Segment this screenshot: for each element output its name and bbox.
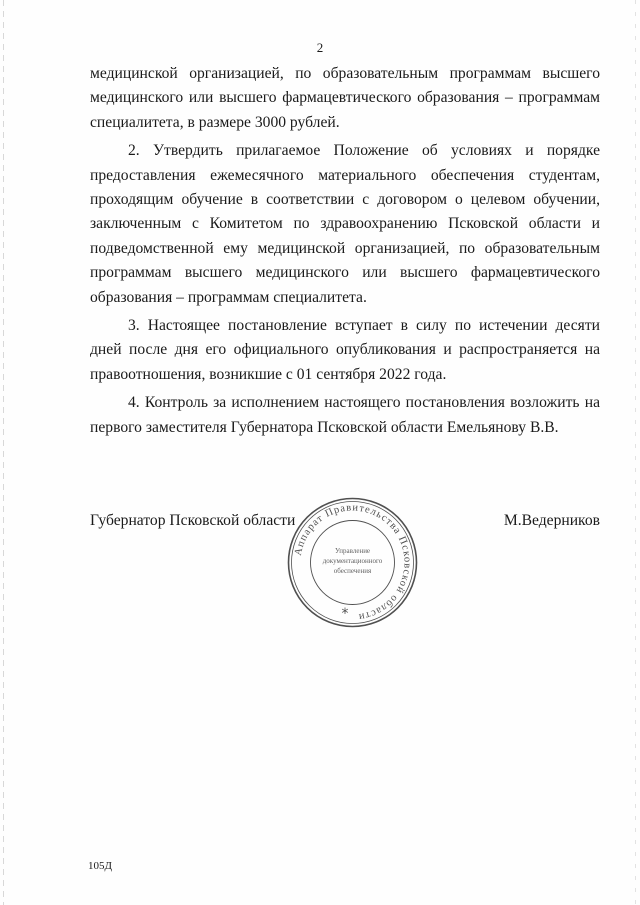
paragraph-item-2: 2. Утвердить прилагаемое Положение об условиях и порядке предоставления ежемесячного материального обеспечения студентам, проходящим обучение в соответствии с договором о целевом обучении, заключенным с Комитетом по здравоохранению Псковской области и подведомственной ему медицинской организацией, по образовательным программам высшего медицинского или высшего фармацевтического образования – программам специалитета. — [90, 142, 600, 306]
stamp-seal-icon — [285, 495, 420, 630]
scan-edge-right — [635, 0, 636, 905]
scan-edge-left — [3, 0, 4, 905]
stamp-star-icon: * — [341, 606, 349, 622]
paragraph-item-4: 4. Контроль за исполнением настоящего постановления возложить на первого заместителя Губернатора Псковской области Емельянову В.В. — [90, 394, 600, 436]
paragraph-item-3: 3. Настоящее постановление вступает в силу по истечении десяти дней после дня его официального опубликования и распространяется на правоотношения, возникшие с 01 сентября 2022 года. — [90, 317, 600, 383]
signatory-name: М.Ведерников — [503, 512, 600, 529]
paragraph-continuation: медицинской организацией, по образовательным программам высшего медицинского или высшего фармацевтического образования – программам специалитета, в размере 3000 рублей. — [90, 65, 600, 131]
document-body — [90, 62, 600, 440]
stamp-center-line-2: документационного — [322, 557, 383, 565]
footer-code: 105Д — [88, 860, 113, 872]
official-stamp — [285, 495, 420, 630]
stamp-ring-text: Аппарат Правительства Псковской области — [292, 502, 413, 623]
signatory-title: Губернатор Псковской области — [90, 512, 296, 529]
page-number: 2 — [316, 40, 324, 55]
stamp-center-line-3: обеспечения — [333, 567, 372, 575]
stamp-center-line-1: Управление — [334, 547, 371, 555]
